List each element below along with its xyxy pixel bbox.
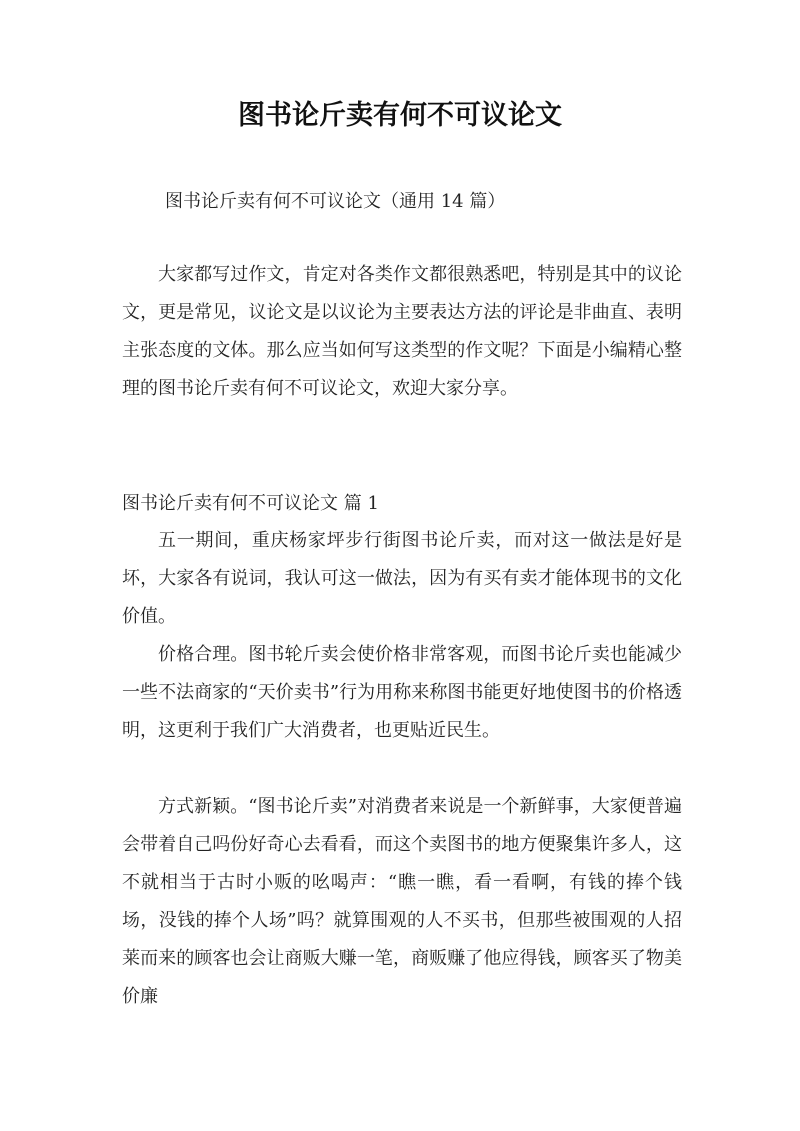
- section-heading: 图书论斤卖有何不可议论文 篇 1: [122, 493, 379, 514]
- document-title: 图书论斤卖有何不可议论文: [238, 100, 562, 131]
- body-paragraph: 五一期间，重庆杨家坪步行街图书论斤卖，而对这一做法是好是坏，大家各有说词，我认可这一做法，因为有买有卖才能体现书的文化价值。: [122, 530, 682, 627]
- intro-paragraph: 大家都写过作文，肯定对各类作文都很熟悉吧，特别是其中的议论文，更是常见，议论文是以议论为主要表达方法的评论是非曲直、表明主张态度的文体。那么应当如何写这类型的作文呢？下面是小编精心整理的图书论斤卖有何不可议论文，欢迎大家分享。: [122, 264, 682, 399]
- body-paragraph: 价格合理。图书轮斤卖会使价格非常客观，而图书论斤卖也能减少一些不法商家的“天价卖书”行为用称来称图书能更好地使图书的价格透明，这更利于我们广大消费者，也更贴近民生。: [122, 644, 682, 741]
- document-subtitle: 图书论斤卖有何不可议论文（通用 14 篇）: [165, 191, 506, 212]
- body-paragraph: 方式新颖。“图书论斤卖”对消费者来说是一个新鲜事，大家便普遍会带着自己吗份好奇心去看看，而这个卖图书的地方便聚集许多人，这不就相当于古时小贩的吆喝声：“瞧一瞧，看一看啊，有钱的捧个钱场，没钱的捧个人场”吗？就算围观的人不买书，但那些被围观的人招莱而来的顾客也会让商贩大赚一笔，商贩赚了他应得钱，顾客买了物美价廉: [122, 796, 682, 1007]
